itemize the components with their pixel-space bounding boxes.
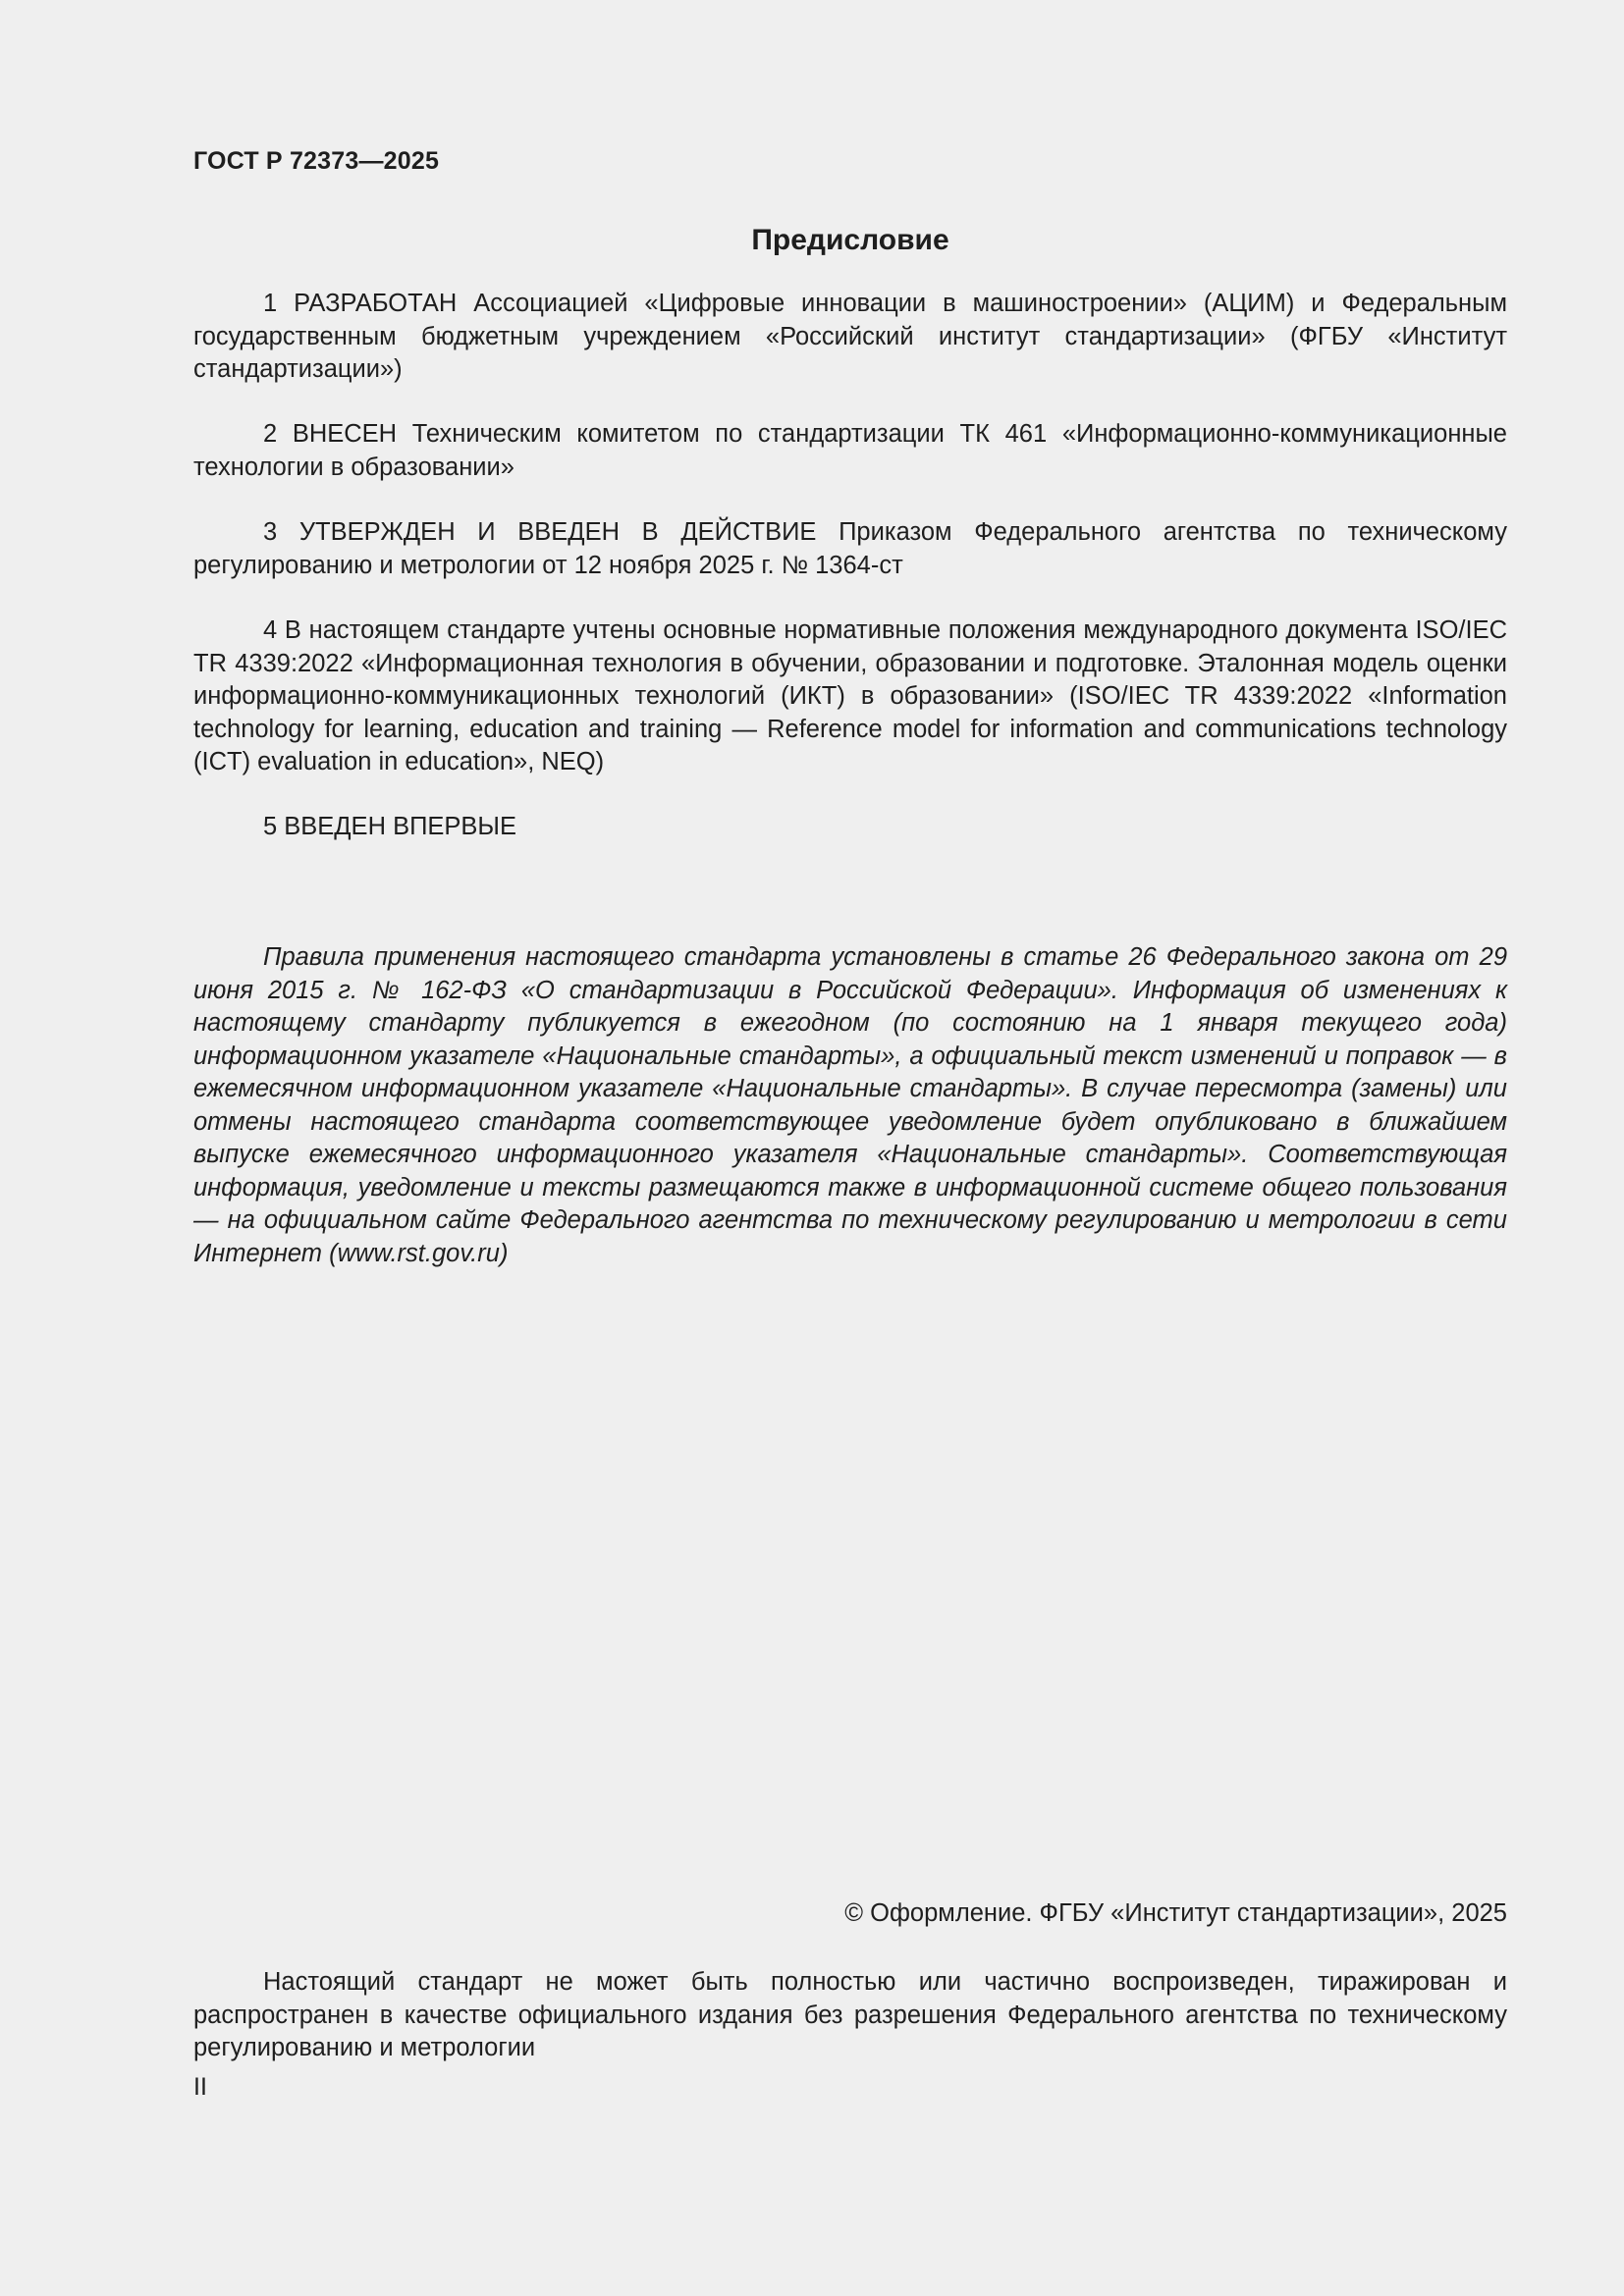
- document-code: ГОСТ Р 72373—2025: [193, 147, 440, 175]
- copyright-line: © Оформление. ФГБУ «Институт стандартизации», 2025: [844, 1899, 1507, 1927]
- foreword-item-submitted: 2 ВНЕСЕН Техническим комитетом по стандартизации ТК 461 «Информационно-коммуникационные технологии в образовании»: [193, 420, 1507, 481]
- application-rules-note: Правила применения настоящего стандарта установлены в статье 26 Федерального закона от 29 июня 2015 г. № 162-ФЗ «О стандартизации в Российской Федерации». Информация об изменениях к настоящему стандарту публикуется в ежегодном (по состоянию на 1 января текущего года) информационном указателе «Национальные стандарты», а официальный текст изменений и поправок — в ежемесячном информационном указателе «Национальные стандарты». В случае пересмотра (замены) или отмены настоящего стандарта соответствующее уведомление будет опубликовано в ближайшем выпуске ежемесячного информационного указателя «Национальные стандарты». Соответствующая информация, уведомление и тексты размещаются также в информационной системе общего пользования — на официальном сайте Федерального агентства по техническому регулированию и метрологии в сети Интернет (www.rst.gov.ru): [193, 943, 1507, 1267]
- page-number: II: [193, 2073, 207, 2101]
- foreword-item-approved: 3 УТВЕРЖДЕН И ВВЕДЕН В ДЕЙСТВИЕ Приказом Федерального агентства по техническому регулированию и метрологии от 12 ноября 2025 г. № 1364-ст: [193, 518, 1507, 579]
- page-title: Предисловие: [751, 224, 949, 256]
- foreword-item-first-introduced: 5 ВВЕДЕН ВПЕРВЫЕ: [263, 813, 517, 840]
- foreword-item-developed: 1 РАЗРАБОТАН Ассоциацией «Цифровые инновации в машиностроении» (АЦИМ) и Федеральным государственным бюджетным учреждением «Российский институт стандартизации» (ФГБУ «Институт стандартизации»): [193, 290, 1507, 383]
- reproduction-notice: Настоящий стандарт не может быть полностью или частично воспроизведен, тиражирован и распространен в качестве официального издания без разрешения Федерального агентства по техническому регулированию и метрологии: [193, 1968, 1507, 2061]
- foreword-item-international-reference: 4 В настоящем стандарте учтены основные нормативные положения международного документа ISO/IEC TR 4339:2022 «Информационная технология в обучении, образовании и подготовке. Эталонная модель оценки информационно-коммуникационных технологий (ИКТ) в образовании» (ISO/IEC TR 4339:2022 «Information technology for learning, education and training — Reference model for information and communications technology (ICT) evaluation in education», NEQ): [193, 616, 1507, 775]
